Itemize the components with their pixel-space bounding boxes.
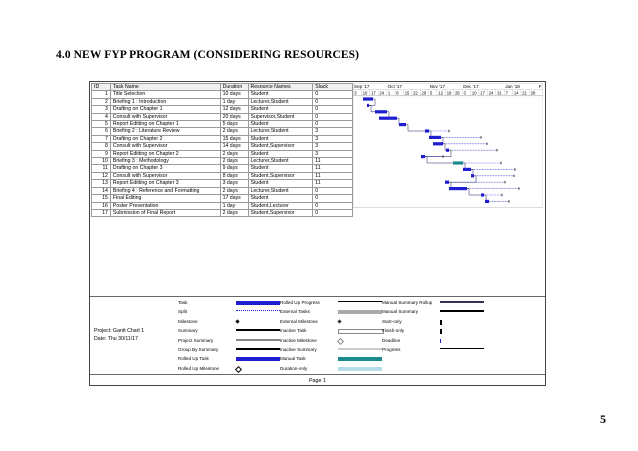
- timescale-day: 10: [362, 90, 368, 96]
- table-cell: 3: [313, 150, 353, 157]
- table-row: [92, 143, 353, 150]
- project-label: Project: Gantt Chart 1: [94, 328, 145, 334]
- gantt-bar: [433, 142, 443, 145]
- dependency-link: [406, 125, 425, 131]
- table-cell: Drafting on Chapter 2: [110, 135, 220, 142]
- gantt-bar: [399, 123, 406, 126]
- timescale-day: 28: [530, 90, 536, 96]
- table-cell: Student: [248, 135, 313, 142]
- column-header: Duration: [220, 84, 248, 91]
- timescale-day: 12: [438, 90, 443, 96]
- table-cell: Student,Supervisor: [248, 172, 313, 179]
- gantt-chart: [353, 83, 543, 239]
- table-cell: Briefing 3 : Methodology: [110, 158, 220, 165]
- date-label: Date: Thu 30/11/17: [94, 336, 138, 342]
- column-header: ID: [92, 84, 111, 91]
- column-header: Task Name: [110, 84, 220, 91]
- table-cell: 0: [313, 106, 353, 113]
- table-cell: Title Selection: [110, 91, 220, 98]
- column-header: Resource Names: [248, 84, 313, 91]
- table-cell: 5: [92, 121, 111, 128]
- legend-symbol: [440, 320, 442, 325]
- legend-label: Manual Summary: [382, 309, 418, 315]
- legend-label: Summary: [178, 328, 198, 334]
- legend-label: Milestone: [178, 318, 198, 324]
- legend-label: Duration-only: [280, 365, 308, 371]
- table-cell: Final Editing: [110, 195, 220, 202]
- table-row: [92, 91, 353, 98]
- legend-label: Group By Summary: [178, 347, 219, 352]
- legend-symbol: [440, 348, 484, 349]
- table-cell: 11: [313, 172, 353, 179]
- legend-symbol: [236, 348, 280, 350]
- gantt-bar: [421, 155, 425, 158]
- timescale-day: 22: [413, 90, 418, 96]
- table-cell: 6: [92, 128, 111, 135]
- legend-label: External Milestone: [280, 318, 318, 324]
- table-cell: Student: [248, 121, 313, 128]
- legend-label: Finish-only: [382, 328, 405, 334]
- timescale-day: 1: [387, 90, 391, 96]
- legend-symbol: [236, 301, 280, 305]
- table-cell: 0: [313, 202, 353, 209]
- table-row: [92, 150, 353, 157]
- table-cell: Student: [248, 106, 313, 113]
- gantt-bar: [446, 149, 449, 152]
- table-cell: Poster Presentation: [110, 202, 220, 209]
- legend-symbol: [337, 319, 341, 323]
- legend-symbol: [236, 329, 280, 331]
- legend-label: Inactive Milestone: [280, 337, 317, 343]
- table-cell: 0: [313, 98, 353, 105]
- section-heading: 4.0 NEW FYP PROGRAM (CONSIDERING RESOURCES): [56, 49, 360, 61]
- table-cell: 14: [92, 187, 111, 194]
- legend-symbol: [440, 310, 484, 312]
- table-row: [92, 180, 353, 187]
- legend: [90, 296, 545, 375]
- gantt-bar: [363, 97, 373, 100]
- table-cell: Lecturer,Student: [248, 187, 313, 194]
- legend-symbol: [235, 366, 242, 373]
- legend-symbol: [337, 338, 344, 345]
- table-cell: 8 days: [220, 172, 248, 179]
- legend-label: Rolled Up Task: [178, 356, 209, 362]
- legend-label: External Tasks: [280, 309, 310, 315]
- gantt-bar: [379, 117, 397, 120]
- table-cell: Lecturer,Student: [248, 158, 313, 165]
- legend-symbol: [338, 301, 382, 302]
- timescale-day: 21: [522, 90, 527, 96]
- timescale-month: Nov '17: [429, 84, 446, 89]
- table-cell: Lecturer,Student: [248, 98, 313, 105]
- timescale-day: 24: [379, 90, 385, 96]
- timescale-month: Dec '17: [463, 84, 479, 89]
- page-number: 5: [600, 412, 606, 426]
- table-cell: 0: [313, 91, 353, 98]
- table-cell: 11: [92, 165, 111, 172]
- table-cell: 3 days: [220, 180, 248, 187]
- table-cell: Drafting on Chapter 1: [110, 106, 220, 113]
- gantt-bar: [367, 104, 369, 107]
- table-cell: Student,Lecturer: [248, 202, 313, 209]
- gantt-bar: [445, 181, 449, 184]
- legend-label: Deadline: [382, 337, 401, 343]
- table-cell: Report Editting on Chapter 2: [110, 150, 220, 157]
- table-cell: Student: [248, 195, 313, 202]
- legend-symbol: [338, 329, 384, 334]
- table-cell: 3: [313, 143, 353, 150]
- timescale-day: 8: [396, 90, 399, 96]
- legend-symbol: [235, 319, 239, 323]
- table-cell: Consult with Supervisor: [110, 172, 220, 179]
- legend-symbol: [338, 357, 382, 361]
- table-cell: Briefing 1 : Introduction: [110, 98, 220, 105]
- legend-label: Start-only: [382, 318, 402, 324]
- table-cell: 12: [92, 172, 111, 179]
- table-cell: Student: [248, 150, 313, 157]
- timescale-day: 15: [404, 90, 410, 96]
- table-cell: 2 days: [220, 187, 248, 194]
- table-cell: Student: [248, 165, 313, 172]
- timescale-month: Oct '17: [387, 84, 403, 89]
- table-cell: Report Editting on Chapter 3: [110, 180, 220, 187]
- table-cell: 9: [92, 150, 111, 157]
- table-cell: Consult with Supervisor: [110, 113, 220, 120]
- table-row: [92, 165, 353, 172]
- table-cell: 11: [313, 165, 353, 172]
- table-row: [92, 121, 353, 128]
- table-row: [92, 209, 353, 216]
- table-row: [92, 106, 353, 113]
- legend-symbol: [440, 329, 442, 334]
- table-cell: 9 days: [220, 165, 248, 172]
- table-cell: 17: [92, 209, 111, 216]
- table-row: [92, 195, 353, 202]
- gantt-bar: [375, 110, 387, 113]
- table-cell: 1: [92, 91, 111, 98]
- table-cell: 5 days: [220, 121, 248, 128]
- gantt-bar: [453, 161, 463, 164]
- timescale-day: 10: [471, 90, 477, 96]
- legend-symbol: [440, 301, 484, 303]
- legend-symbol: [338, 310, 382, 314]
- table-cell: Consult with Supervisor: [110, 143, 220, 150]
- legend-label: Manual Task: [280, 356, 306, 362]
- legend-symbol: [236, 357, 280, 361]
- table-row: [92, 158, 353, 165]
- table-cell: 15: [92, 195, 111, 202]
- timescale-day: 29: [421, 90, 427, 96]
- legend-label: Rolled Up Progress: [280, 300, 320, 305]
- gantt-bar: [481, 193, 484, 196]
- table-cell: Student,Supervisor: [248, 143, 313, 150]
- legend-label: Task: [178, 300, 188, 305]
- table-cell: 2 days: [220, 158, 248, 165]
- table-row: [92, 187, 353, 194]
- table-row: [92, 128, 353, 135]
- gantt-bar: [471, 174, 474, 177]
- table-row: [92, 202, 353, 209]
- legend-label: Manual Summary Rollup: [382, 300, 433, 305]
- table-row: [92, 113, 353, 120]
- timescale-month: F: [538, 84, 542, 89]
- table-cell: 3: [313, 135, 353, 142]
- table-cell: Drafting on Chapter 3: [110, 165, 220, 172]
- table-cell: 15 days: [220, 135, 248, 142]
- table-cell: 0: [313, 209, 353, 216]
- gantt-bar: [463, 168, 471, 171]
- table-cell: 0: [313, 113, 353, 120]
- legend-symbol: [338, 348, 382, 350]
- timescale-month: Sep '17: [354, 84, 370, 89]
- table-cell: Student: [248, 91, 313, 98]
- timescale-day: 3: [463, 90, 466, 96]
- table-cell: Student: [248, 180, 313, 187]
- table-cell: Student,Supervisor: [248, 209, 313, 216]
- gantt-bar: [449, 187, 467, 190]
- table-cell: 12 days: [220, 106, 248, 113]
- timescale-day: 26: [455, 90, 460, 96]
- legend-symbol: [338, 367, 382, 371]
- column-header: Slack: [313, 84, 353, 91]
- table-cell: 10 days: [220, 91, 248, 98]
- legend-symbol: [440, 339, 441, 343]
- dependency-link: [397, 118, 399, 124]
- timescale-day: 31: [497, 90, 502, 96]
- table-cell: 2 days: [220, 209, 248, 216]
- task-table: [91, 83, 353, 217]
- legend-label: Project Summary: [178, 337, 214, 343]
- table-cell: 3: [313, 128, 353, 135]
- gantt-bar: [485, 200, 489, 203]
- legend-label: Rolled Up Milestone: [178, 365, 220, 371]
- table-cell: 2 days: [220, 128, 248, 135]
- table-cell: 11: [313, 158, 353, 165]
- timescale-day: 3: [354, 90, 357, 96]
- table-cell: 8: [92, 143, 111, 150]
- legend-label: Split: [178, 309, 187, 315]
- table-cell: 10: [92, 158, 111, 165]
- table-cell: Submission of Final Report: [110, 209, 220, 216]
- table-cell: 0: [313, 187, 353, 194]
- dependency-link: [369, 105, 375, 111]
- gantt-bar: [429, 136, 441, 139]
- table-cell: 1 day: [220, 202, 248, 209]
- table-cell: 0: [313, 121, 353, 128]
- table-cell: 3: [92, 106, 111, 113]
- table-cell: 13: [92, 180, 111, 187]
- page-footer: Page 1: [90, 374, 545, 387]
- table-cell: 17 days: [220, 195, 248, 202]
- timescale-day: 7: [505, 90, 508, 96]
- table-cell: 7: [92, 135, 111, 142]
- legend-label: Inactive Task: [280, 328, 307, 334]
- timescale-day: 14: [513, 90, 519, 96]
- table-cell: Report Editting on Chapter 1: [110, 121, 220, 128]
- legend-symbol: [236, 339, 280, 341]
- table-cell: 14 days: [220, 143, 248, 150]
- dependency-link: [425, 157, 453, 163]
- timescale-day: 19: [446, 90, 452, 96]
- dependency-link: [443, 144, 446, 150]
- table-cell: 0: [313, 195, 353, 202]
- timescale-day: 17: [480, 90, 485, 96]
- legend-label: Progress: [382, 347, 401, 352]
- table-cell: 20 days: [220, 113, 248, 120]
- table-cell: 2 days: [220, 150, 248, 157]
- table-row: [92, 98, 353, 105]
- timescale-month: Jan '18: [505, 84, 520, 89]
- table-cell: 16: [92, 202, 111, 209]
- table-row: [92, 135, 353, 142]
- table-cell: 4: [92, 113, 111, 120]
- table-cell: Briefing 2 : Literature Review: [110, 128, 220, 135]
- table-row: [92, 172, 353, 179]
- table-cell: Supervisor,Student: [248, 113, 313, 120]
- dependency-link: [467, 189, 481, 195]
- table-cell: Briefing 4 : Reference and Formatting: [110, 187, 220, 194]
- table-cell: 11: [313, 180, 353, 187]
- legend-symbol: [236, 310, 280, 311]
- timescale-day: 5: [429, 90, 433, 96]
- timescale-day: 24: [488, 90, 494, 96]
- table-cell: 1 day: [220, 98, 248, 105]
- timescale-day: 17: [371, 90, 376, 96]
- gantt-bar: [425, 129, 429, 132]
- table-cell: 2: [92, 98, 111, 105]
- legend-label: Inactive Summary: [280, 347, 317, 352]
- table-cell: Lecturer,Student: [248, 128, 313, 135]
